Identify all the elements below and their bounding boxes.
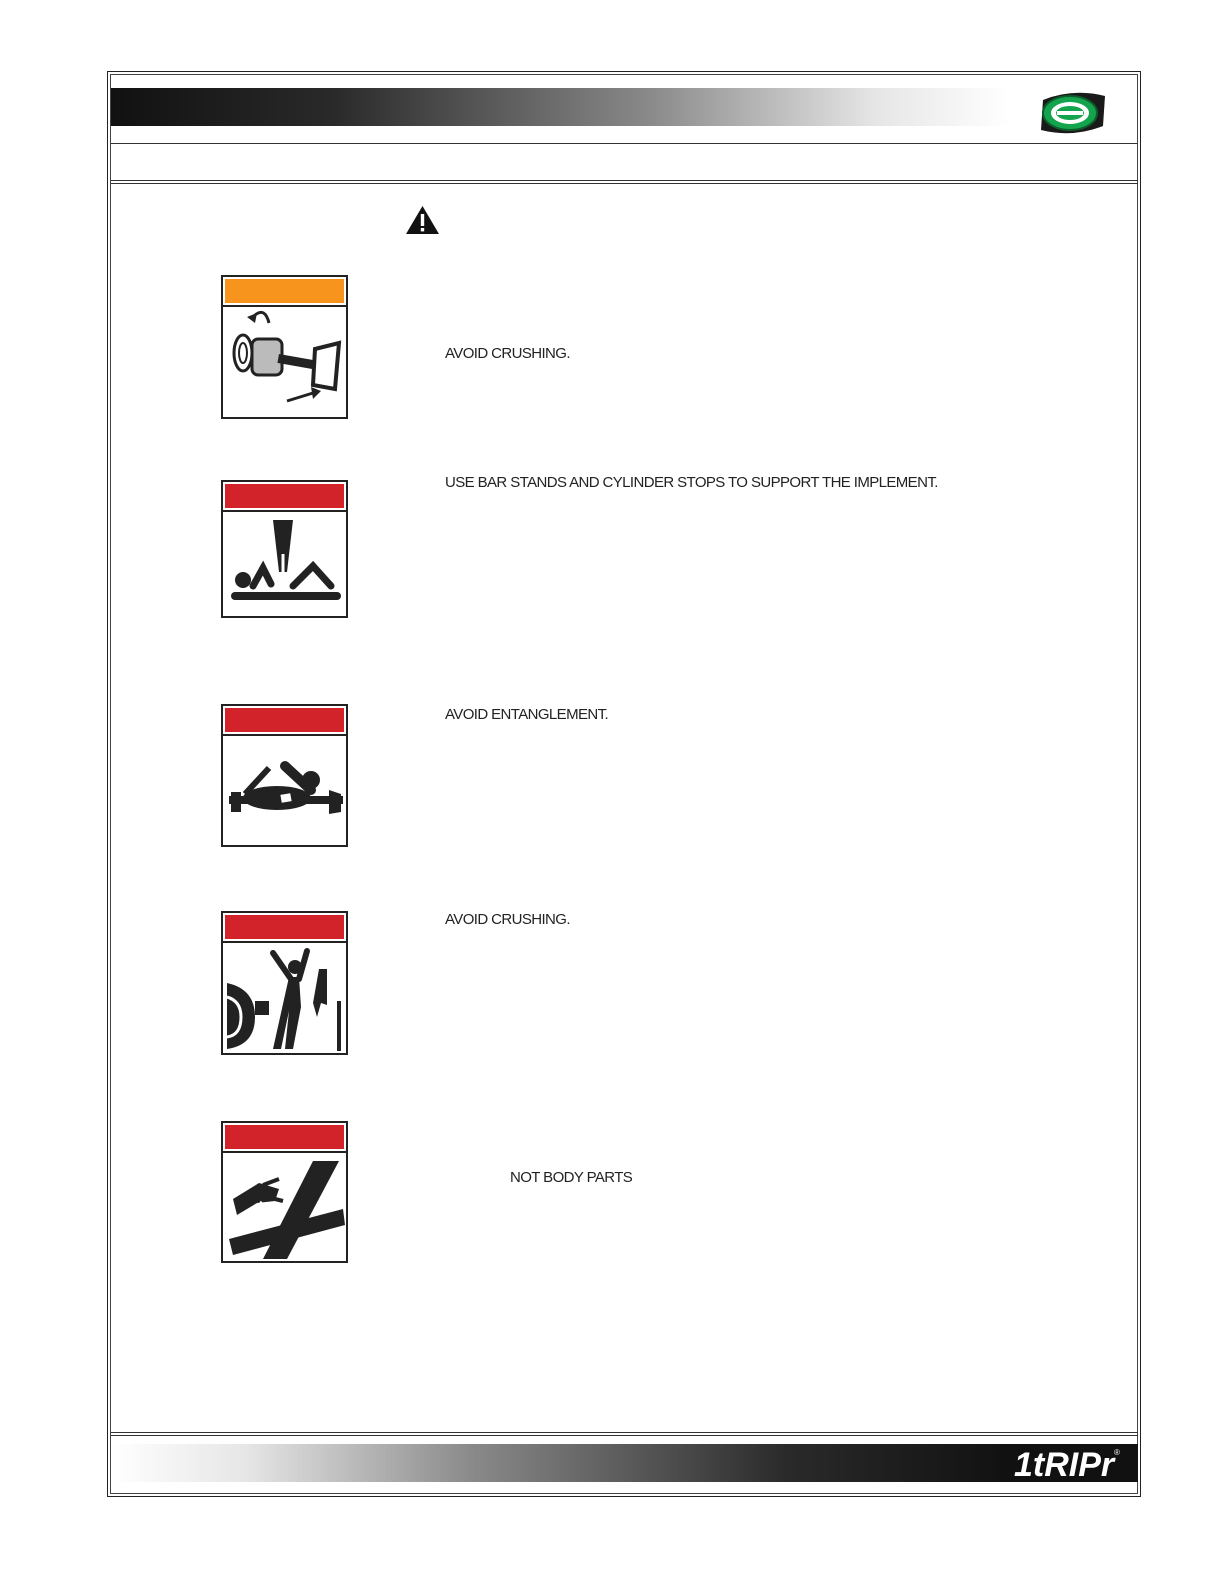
header-rule xyxy=(111,180,1138,181)
tractor-crush-icon xyxy=(227,945,345,1051)
safety-message: AVOID CRUSHING. xyxy=(445,911,570,928)
falling-implement-crush-icon xyxy=(227,514,345,612)
header-gradient-band xyxy=(111,88,1011,126)
safety-message: NOT BODY PARTS xyxy=(510,1169,633,1186)
safety-message: AVOID CRUSHING. xyxy=(445,345,570,362)
safety-decal xyxy=(221,1121,348,1263)
decal-color-band xyxy=(225,708,344,732)
safety-message: AVOID ENTANGLEMENT. xyxy=(445,706,609,723)
safety-decal xyxy=(221,704,348,847)
header-rule xyxy=(111,143,1138,144)
header-rule xyxy=(111,183,1138,184)
safety-decal xyxy=(221,480,348,618)
product-logo xyxy=(1012,1446,1124,1480)
footer-rule xyxy=(111,1435,1138,1436)
footer-gradient-band xyxy=(111,1444,1011,1482)
brand-logo-icon xyxy=(1033,86,1113,140)
decal-color-band xyxy=(225,915,344,939)
decal-color-band xyxy=(225,279,344,303)
decal-color-band xyxy=(225,1125,344,1149)
safety-message: USE BAR STANDS AND CYLINDER STOPS TO SUPPORT THE IMPLEMENT. xyxy=(445,474,938,491)
footer-rule xyxy=(111,1432,1138,1433)
driveline-entanglement-icon xyxy=(227,738,345,842)
rotating-driveline-icon xyxy=(227,309,345,413)
safety-decal xyxy=(221,275,348,419)
safety-decal xyxy=(221,911,348,1055)
footer-logo-text: 1tRIPr xyxy=(1014,1446,1115,1480)
warning-triangle-icon xyxy=(405,205,440,235)
registered-mark: ® xyxy=(1114,1448,1120,1457)
decal-color-band xyxy=(225,484,344,508)
pinch-point-icon xyxy=(227,1155,345,1259)
